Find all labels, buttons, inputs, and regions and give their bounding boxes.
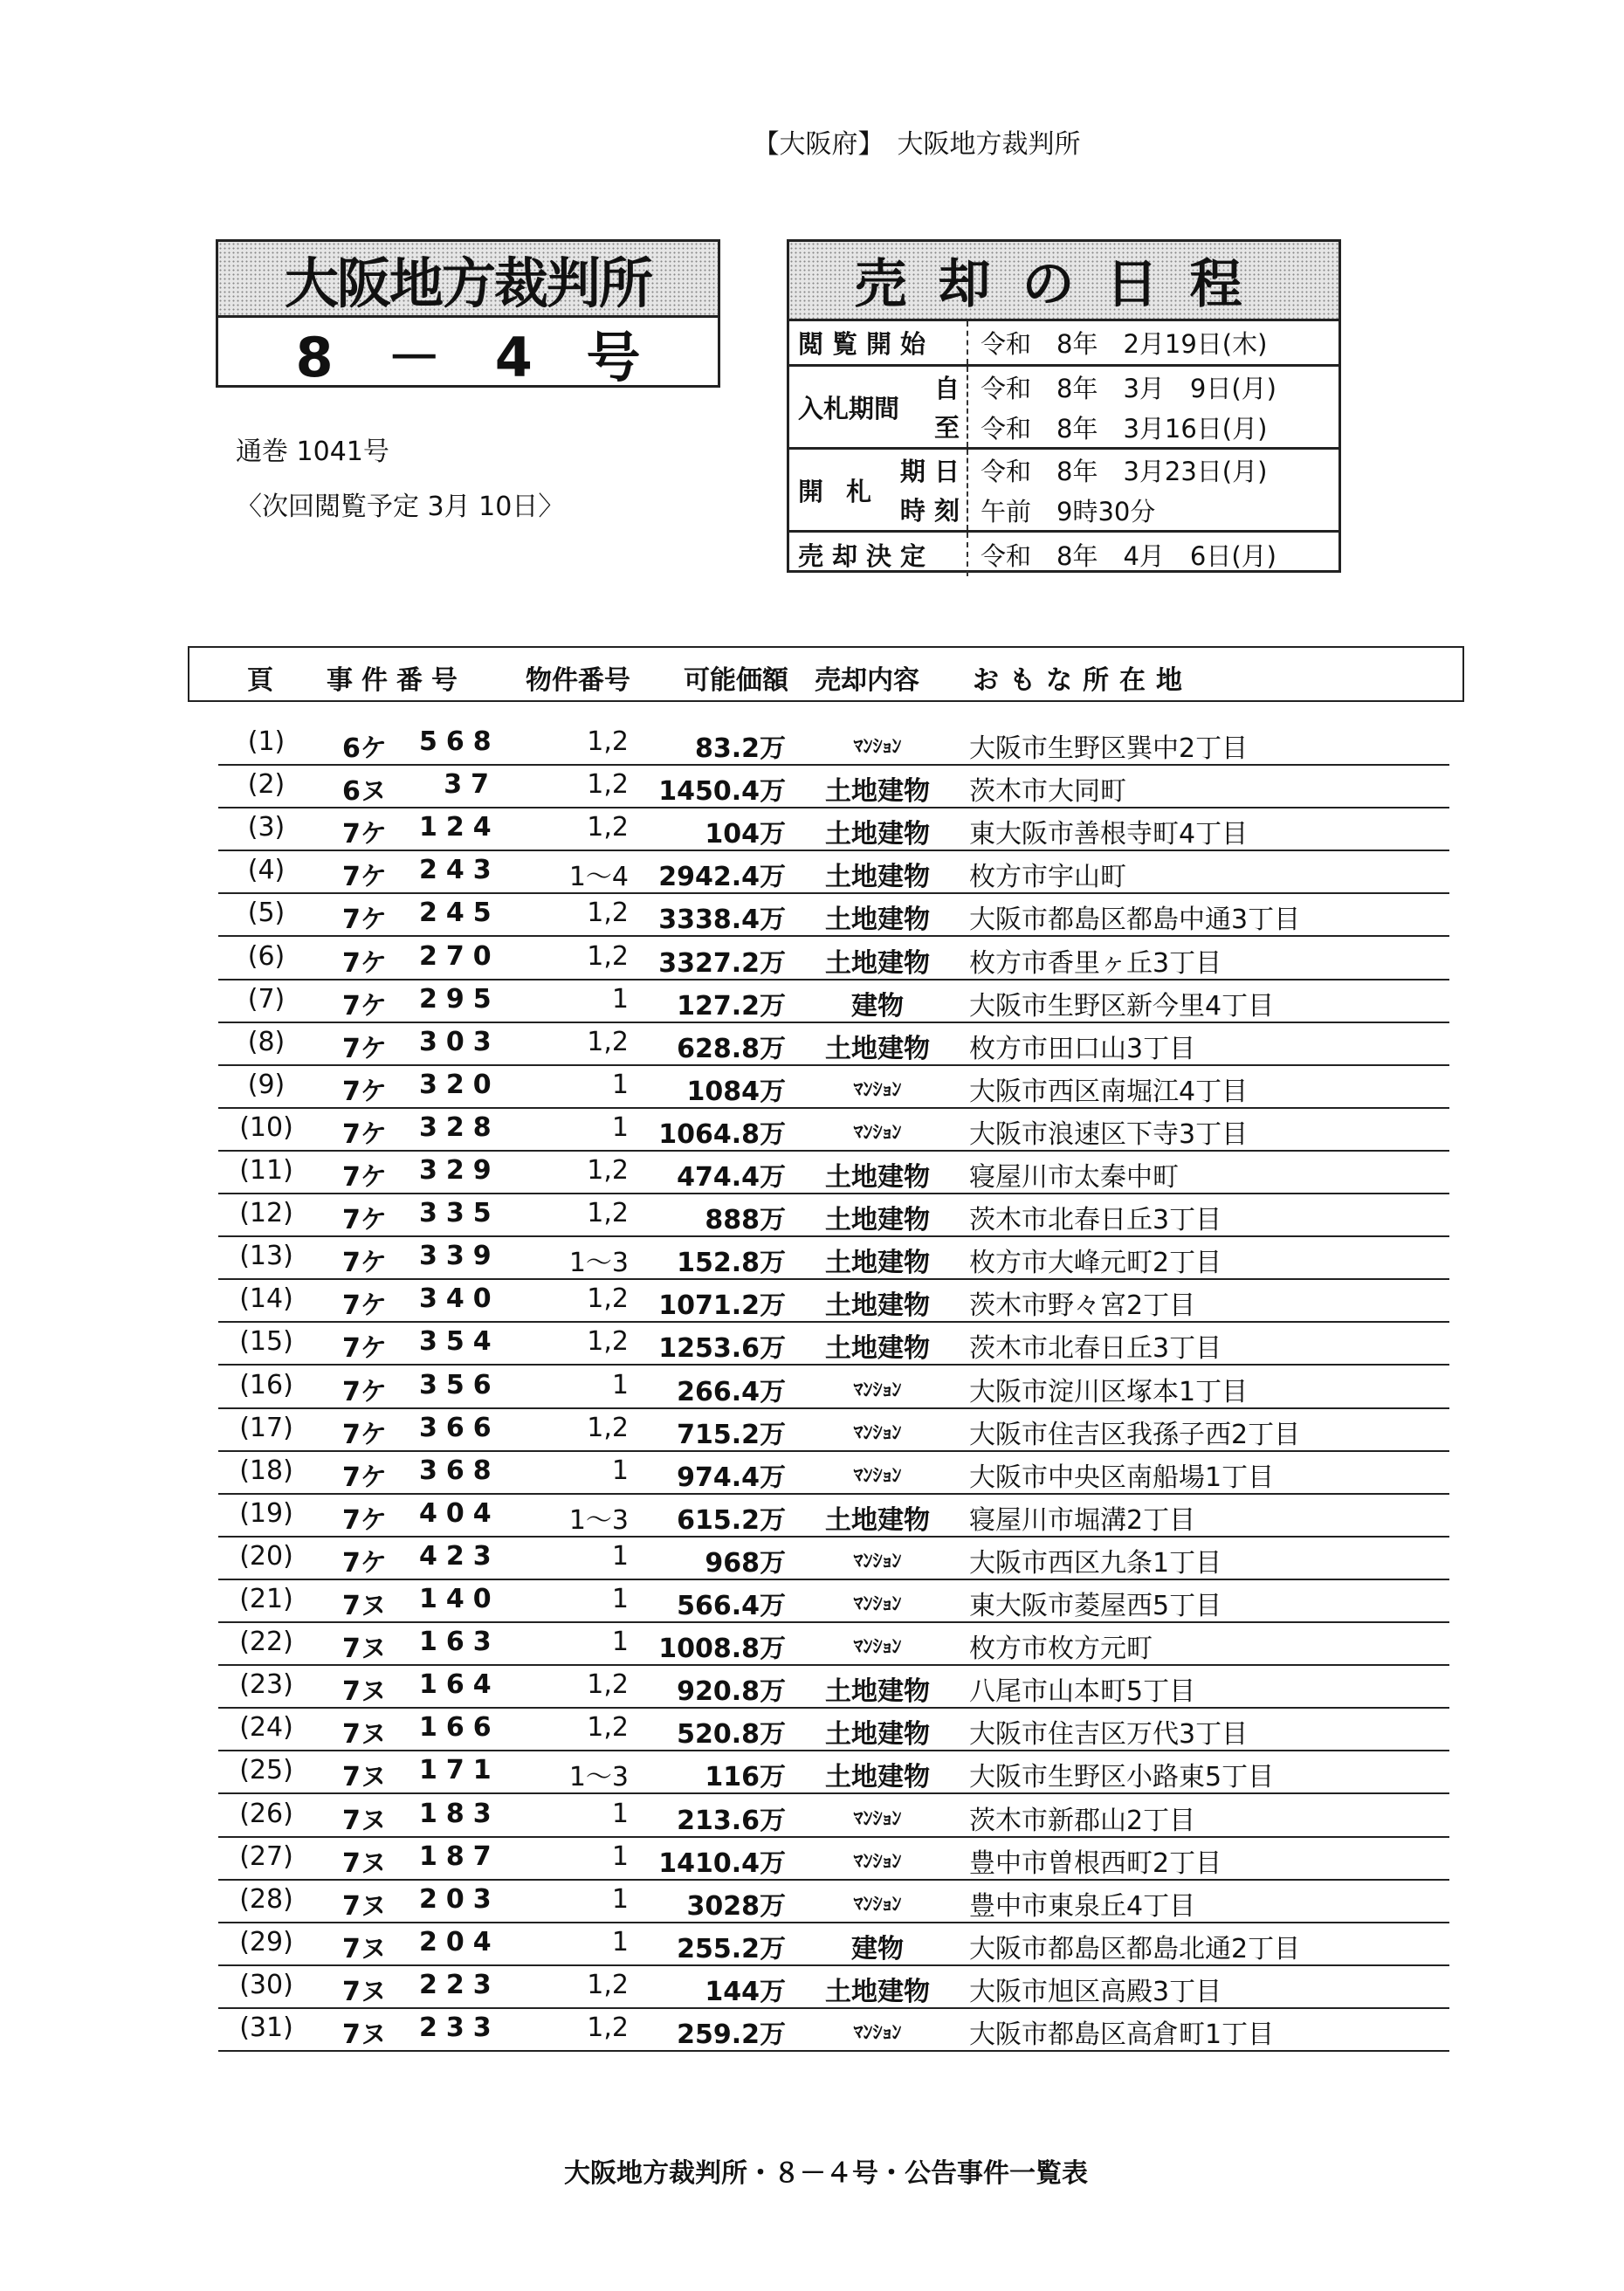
case-number: 243	[419, 855, 500, 886]
case-prefix: 7ケ	[342, 1333, 387, 1365]
table-row	[218, 1450, 1449, 1495]
min-price: 1450.4万	[658, 776, 786, 808]
location: 大阪市西区南堀江4丁目	[969, 1076, 1249, 1107]
sale-type: 土地建物	[825, 1290, 930, 1322]
case-prefix: 7ケ	[342, 1462, 387, 1493]
item-number: 1,2	[587, 1198, 629, 1229]
issue-number: 8 － 4 号	[295, 325, 641, 389]
page-ref: (8)	[247, 1026, 286, 1057]
location: 大阪市住吉区我孫子西2丁目	[969, 1419, 1301, 1450]
sale-type: ﾏﾝｼｮﾝ	[853, 2022, 902, 2044]
sale-type: 土地建物	[825, 947, 930, 979]
item-number: 1,2	[587, 769, 629, 801]
page-ref: (2)	[247, 769, 286, 801]
schedule-row-viewing	[789, 321, 1338, 367]
sale-type: 建物	[851, 1933, 904, 1964]
min-price: 1008.8万	[658, 1634, 786, 1665]
page-ref: (15)	[239, 1326, 293, 1358]
case-number: 368	[419, 1455, 500, 1486]
page-ref: (9)	[247, 1069, 286, 1100]
case-number: 340	[419, 1283, 500, 1315]
min-price: 152.8万	[677, 1248, 786, 1279]
item-number: 1～4	[568, 862, 629, 893]
case-number: 328	[419, 1111, 500, 1143]
case-prefix: 7ケ	[342, 1205, 387, 1236]
page-ref: (21)	[239, 1584, 293, 1614]
sale-type: 土地建物	[825, 1976, 930, 2007]
case-prefix: 6ヌ	[342, 776, 387, 808]
min-price: 968万	[705, 1547, 786, 1579]
header-case-number: 事件番号	[327, 665, 466, 696]
page-footer: 大阪地方裁判所・８－４号・公告事件一覧表	[564, 2158, 1088, 2189]
location: 大阪市生野区新今里4丁目	[969, 990, 1275, 1022]
location: 茨木市北春日丘3丁目	[969, 1205, 1222, 1236]
min-price: 83.2万	[694, 733, 786, 764]
page-ref: (18)	[239, 1455, 293, 1486]
case-number: 245	[419, 898, 500, 929]
min-price: 104万	[705, 819, 786, 850]
case-number: 124	[419, 812, 500, 843]
min-price: 1253.6万	[658, 1333, 786, 1365]
min-price: 520.8万	[677, 1719, 786, 1751]
sale-type: 土地建物	[825, 819, 930, 850]
item-number: 1	[611, 1798, 629, 1829]
court-name: 大阪地方裁判所	[218, 242, 718, 318]
page-ref: (25)	[239, 1755, 293, 1786]
sale-type: ﾏﾝｼｮﾝ	[853, 1893, 902, 1916]
min-price: 144万	[705, 1976, 786, 2007]
case-number: 568	[419, 726, 500, 757]
case-prefix: 7ケ	[342, 1547, 387, 1579]
bidding-label-cell	[789, 367, 968, 447]
location: 八尾市山本町5丁目	[969, 1676, 1196, 1708]
sale-type: ﾏﾝｼｮﾝ	[853, 1593, 902, 1615]
location: 寝屋川市太秦中町	[969, 1162, 1179, 1193]
table-row	[218, 1407, 1449, 1452]
case-prefix: 7ケ	[342, 819, 387, 850]
table-row	[218, 1493, 1449, 1538]
case-number: 140	[419, 1584, 500, 1614]
sale-type: 土地建物	[825, 1205, 930, 1236]
location: 茨木市大同町	[969, 776, 1126, 808]
case-prefix: 7ヌ	[342, 1890, 387, 1922]
header-page: 頁	[247, 665, 273, 696]
case-number: 270	[419, 940, 500, 972]
page-ref: (5)	[247, 898, 286, 929]
schedule-row-decision	[789, 533, 1338, 576]
table-row	[218, 892, 1449, 937]
case-number: 164	[419, 1669, 500, 1701]
location: 大阪市生野区小路東5丁目	[969, 1762, 1275, 1793]
location: 茨木市北春日丘3丁目	[969, 1333, 1222, 1365]
location: 大阪市西区九条1丁目	[969, 1547, 1222, 1579]
sale-type: ﾏﾝｼｮﾝ	[853, 1078, 902, 1101]
sale-type: ﾏﾝｼｮﾝ	[853, 1850, 902, 1873]
min-price: 1064.8万	[658, 1118, 786, 1150]
item-number: 1,2	[587, 940, 629, 972]
sale-type: 土地建物	[825, 1033, 930, 1064]
case-number: 203	[419, 1883, 500, 1915]
min-price: 474.4万	[677, 1162, 786, 1193]
case-prefix: 7ケ	[342, 1504, 387, 1536]
page-ref: (20)	[239, 1540, 293, 1572]
case-number: 339	[419, 1241, 500, 1272]
opening-time-label: 時 刻	[899, 496, 960, 526]
location: 枚方市田口山3丁目	[969, 1033, 1196, 1064]
page-ref: (7)	[247, 983, 286, 1015]
table-row	[218, 1365, 1449, 1409]
case-number: 204	[419, 1926, 500, 1957]
sale-type: 土地建物	[825, 776, 930, 808]
location: 大阪市住吉区万代3丁目	[969, 1719, 1249, 1751]
sale-type: 土地建物	[825, 1162, 930, 1193]
table-row	[218, 1579, 1449, 1623]
sale-type: ﾏﾝｼｮﾝ	[853, 1550, 902, 1572]
case-prefix: 6ケ	[342, 733, 387, 764]
page-ref: (23)	[239, 1669, 293, 1701]
sale-type: 土地建物	[825, 862, 930, 893]
item-number: 1,2	[587, 1326, 629, 1358]
item-number: 1,2	[587, 1712, 629, 1744]
schedule-title: 売却の日程	[789, 242, 1338, 321]
min-price: 615.2万	[677, 1504, 786, 1536]
case-number: 223	[419, 1969, 500, 2000]
table-row	[218, 1107, 1449, 1152]
sale-type: 建物	[851, 990, 904, 1022]
case-number: 166	[419, 1712, 500, 1744]
case-prefix: 7ケ	[342, 1162, 387, 1193]
sale-type: 土地建物	[825, 1333, 930, 1365]
opening-date-label: 期 日	[899, 457, 960, 486]
min-price: 3028万	[686, 1890, 786, 1922]
item-number: 1,2	[587, 1669, 629, 1701]
table-row	[218, 721, 1449, 766]
opening-time: 午前 9時30分	[981, 496, 1156, 526]
min-price: 566.4万	[677, 1591, 786, 1621]
min-price: 3338.4万	[658, 905, 786, 936]
item-number: 1	[611, 1455, 629, 1486]
header-price: 可能価額	[684, 665, 788, 696]
location: 大阪市都島区都島北通2丁目	[969, 1933, 1301, 1964]
table-row	[218, 1707, 1449, 1751]
min-price: 1410.4万	[658, 1847, 786, 1879]
item-number: 1	[611, 1840, 629, 1872]
item-number: 1,2	[587, 2012, 629, 2043]
case-prefix: 7ケ	[342, 862, 387, 893]
location: 寝屋川市堀溝2丁目	[969, 1504, 1196, 1536]
location: 大阪市中央区南船場1丁目	[969, 1462, 1275, 1493]
table-row	[218, 1922, 1449, 1966]
case-number: 356	[419, 1369, 500, 1400]
item-number: 1～3	[568, 1762, 629, 1793]
opening-date: 令和 8年 3月23日(月)	[981, 456, 1268, 486]
page-ref: (4)	[247, 855, 286, 886]
header-item-number: 物件番号	[526, 665, 630, 696]
table-row	[218, 1793, 1449, 1838]
page-ref: (3)	[247, 812, 286, 843]
page-ref: (17)	[239, 1412, 293, 1443]
header-location: おもな所在地	[973, 665, 1193, 696]
item-number: 1,2	[587, 1155, 629, 1186]
item-number: 1,2	[587, 726, 629, 757]
schedule-row-bidding	[789, 367, 1338, 450]
page-ref: (14)	[239, 1283, 293, 1315]
case-prefix: 7ヌ	[342, 1676, 387, 1708]
min-price: 255.2万	[677, 1933, 786, 1964]
table-row	[218, 936, 1449, 980]
page-ref: (19)	[239, 1497, 293, 1529]
table-row	[218, 1150, 1449, 1194]
page-ref: (30)	[239, 1969, 293, 2000]
sale-type: 土地建物	[825, 1719, 930, 1751]
case-prefix: 7ヌ	[342, 1805, 387, 1836]
next-viewing: 〈次回閲覧予定 3月 10日〉	[236, 492, 565, 522]
item-number: 1	[611, 1926, 629, 1957]
page-ref: (10)	[239, 1111, 293, 1143]
case-number: 183	[419, 1798, 500, 1829]
location: 東大阪市善根寺町4丁目	[969, 819, 1249, 850]
schedule-row-opening	[789, 450, 1338, 533]
location: 茨木市野々宮2丁目	[969, 1290, 1196, 1322]
page-ref: (29)	[239, 1926, 293, 1957]
viewing-value: 令和 8年 2月19日(木)	[981, 329, 1268, 359]
min-price: 127.2万	[677, 990, 786, 1022]
item-number: 1,2	[587, 1412, 629, 1443]
table-row	[218, 764, 1449, 808]
case-number: 171	[419, 1755, 500, 1786]
case-prefix: 7ヌ	[342, 2019, 387, 2050]
item-number: 1	[611, 1069, 629, 1100]
case-prefix: 7ケ	[342, 1419, 387, 1450]
min-price: 1084万	[686, 1076, 786, 1107]
item-number: 1	[611, 1540, 629, 1572]
case-number: 404	[419, 1497, 500, 1529]
location: 枚方市大峰元町2丁目	[969, 1248, 1222, 1279]
case-prefix: 7ケ	[342, 905, 387, 936]
case-number: 329	[419, 1155, 500, 1186]
case-prefix: 7ヌ	[342, 1933, 387, 1964]
opening-label: 開 札	[798, 476, 879, 506]
table-header	[188, 646, 1464, 702]
table-row	[218, 2007, 1449, 2052]
case-prefix: 7ケ	[342, 947, 387, 979]
table-row	[218, 1064, 1449, 1109]
page-ref: (12)	[239, 1198, 293, 1229]
case-prefix: 7ケ	[342, 1033, 387, 1064]
item-number: 1,2	[587, 1969, 629, 2000]
sale-schedule-box	[787, 239, 1341, 573]
min-price: 116万	[705, 1762, 786, 1793]
item-number: 1,2	[587, 812, 629, 843]
sale-type: 土地建物	[825, 1676, 930, 1708]
min-price: 259.2万	[677, 2019, 786, 2050]
court-issue-box	[216, 239, 720, 388]
decision-label: 売却決定	[789, 533, 968, 576]
case-prefix: 7ヌ	[342, 1719, 387, 1751]
page-ref: (1)	[247, 726, 286, 757]
case-prefix: 7ケ	[342, 1118, 387, 1150]
item-number: 1	[611, 983, 629, 1015]
location: 茨木市新郡山2丁目	[969, 1805, 1196, 1836]
table-row	[218, 1879, 1449, 1923]
sale-type: ﾏﾝｼｮﾝ	[853, 1421, 902, 1444]
location: 豊中市東泉丘4丁目	[969, 1890, 1196, 1922]
bidding-label: 入札期間	[798, 393, 900, 423]
volume-number: 通巻 1041号	[236, 437, 389, 467]
page-ref: (26)	[239, 1798, 293, 1829]
min-price: 2942.4万	[658, 862, 786, 893]
item-number: 1	[611, 1111, 629, 1143]
sale-type: 土地建物	[825, 1504, 930, 1536]
table-row	[218, 1321, 1449, 1366]
sale-type: 土地建物	[825, 1248, 930, 1279]
sale-type: ﾏﾝｼｮﾝ	[853, 1464, 902, 1487]
case-number: 320	[419, 1069, 500, 1100]
table-row	[218, 807, 1449, 851]
case-prefix: 7ケ	[342, 1076, 387, 1107]
table-row	[218, 1235, 1449, 1280]
location: 大阪市都島区高倉町1丁目	[969, 2019, 1275, 2050]
case-number: 335	[419, 1198, 500, 1229]
case-number: 187	[419, 1840, 500, 1872]
case-number: 233	[419, 2012, 500, 2043]
item-number: 1,2	[587, 1283, 629, 1315]
location: 枚方市香里ヶ丘3丁目	[969, 947, 1222, 979]
location: 豊中市曽根西町2丁目	[969, 1847, 1222, 1879]
table-row	[218, 1536, 1449, 1580]
page-ref: (6)	[247, 940, 286, 972]
page-ref: (31)	[239, 2012, 293, 2043]
bidding-to: 令和 8年 3月16日(月)	[981, 413, 1268, 444]
sale-type: ﾏﾝｼｮﾝ	[853, 1807, 902, 1830]
table-row	[218, 1193, 1449, 1237]
sale-type: ﾏﾝｼｮﾝ	[853, 736, 902, 758]
table-row	[218, 1621, 1449, 1666]
location: 大阪市生野区巽中2丁目	[969, 733, 1249, 764]
item-number: 1～3	[568, 1248, 629, 1279]
case-prefix: 7ヌ	[342, 1847, 387, 1879]
table-row	[218, 979, 1449, 1023]
case-number: 37	[444, 769, 498, 801]
case-number: 303	[419, 1026, 500, 1057]
min-price: 3327.2万	[658, 947, 786, 979]
min-price: 1071.2万	[658, 1290, 786, 1322]
case-number: 423	[419, 1540, 500, 1572]
min-price: 974.4万	[677, 1462, 786, 1493]
table-row	[218, 1278, 1449, 1323]
page-ref: (28)	[239, 1883, 293, 1915]
item-number: 1	[611, 1584, 629, 1614]
location: 枚方市枚方元町	[969, 1634, 1153, 1665]
case-prefix: 7ヌ	[342, 1976, 387, 2007]
sale-type: ﾏﾝｼｮﾝ	[853, 1121, 902, 1144]
min-price: 715.2万	[677, 1419, 786, 1450]
table-row	[218, 1836, 1449, 1881]
location: 東大阪市菱屋西5丁目	[969, 1591, 1222, 1621]
min-price: 888万	[705, 1205, 786, 1236]
table-row	[218, 1964, 1449, 2009]
page-ref: (27)	[239, 1840, 293, 1872]
page-header: 【大阪府】 大阪地方裁判所	[753, 129, 1081, 160]
sale-type: 土地建物	[825, 905, 930, 936]
case-prefix: 7ヌ	[342, 1762, 387, 1793]
decision-value: 令和 8年 4月 6日(月)	[981, 540, 1276, 571]
page-ref: (22)	[239, 1627, 293, 1658]
sale-type: ﾏﾝｼｮﾝ	[853, 1636, 902, 1659]
header-sale-type: 売却内容	[815, 665, 919, 696]
case-prefix: 7ヌ	[342, 1591, 387, 1621]
sale-type: ﾏﾝｼｮﾝ	[853, 1379, 902, 1401]
min-price: 266.4万	[677, 1376, 786, 1407]
case-prefix: 7ケ	[342, 1248, 387, 1279]
bidding-from-label: 自	[933, 374, 960, 403]
case-prefix: 7ケ	[342, 1290, 387, 1322]
item-number: 1	[611, 1369, 629, 1400]
location: 枚方市宇山町	[969, 862, 1126, 893]
case-number: 354	[419, 1326, 500, 1358]
opening-label-cell	[789, 450, 968, 530]
item-number: 1	[611, 1627, 629, 1658]
case-number: 295	[419, 983, 500, 1015]
table-row	[218, 1664, 1449, 1709]
table-row	[218, 1022, 1449, 1066]
viewing-label: 閲覧開始	[789, 321, 968, 364]
table-row	[218, 1750, 1449, 1794]
bidding-to-label: 至	[933, 413, 960, 443]
item-number: 1	[611, 1883, 629, 1915]
page-ref: (13)	[239, 1241, 293, 1272]
item-number: 1,2	[587, 1026, 629, 1057]
location: 大阪市旭区高殿3丁目	[969, 1976, 1222, 2007]
sale-type: 土地建物	[825, 1762, 930, 1793]
case-number: 163	[419, 1627, 500, 1658]
min-price: 628.8万	[677, 1033, 786, 1064]
min-price: 213.6万	[677, 1805, 786, 1836]
location: 大阪市都島区都島中通3丁目	[969, 905, 1301, 936]
case-prefix: 7ケ	[342, 1376, 387, 1407]
location: 大阪市淀川区塚本1丁目	[969, 1376, 1249, 1407]
case-prefix: 7ヌ	[342, 1634, 387, 1665]
min-price: 920.8万	[677, 1676, 786, 1708]
page-ref: (11)	[239, 1155, 293, 1186]
bidding-from: 令和 8年 3月 9日(月)	[981, 373, 1276, 403]
page-ref: (24)	[239, 1712, 293, 1744]
case-number: 366	[419, 1412, 500, 1443]
table-row	[218, 850, 1449, 894]
case-prefix: 7ケ	[342, 990, 387, 1022]
page-ref: (16)	[239, 1369, 293, 1400]
location: 大阪市浪速区下寺3丁目	[969, 1118, 1249, 1150]
item-number: 1,2	[587, 898, 629, 929]
item-number: 1～3	[568, 1504, 629, 1536]
